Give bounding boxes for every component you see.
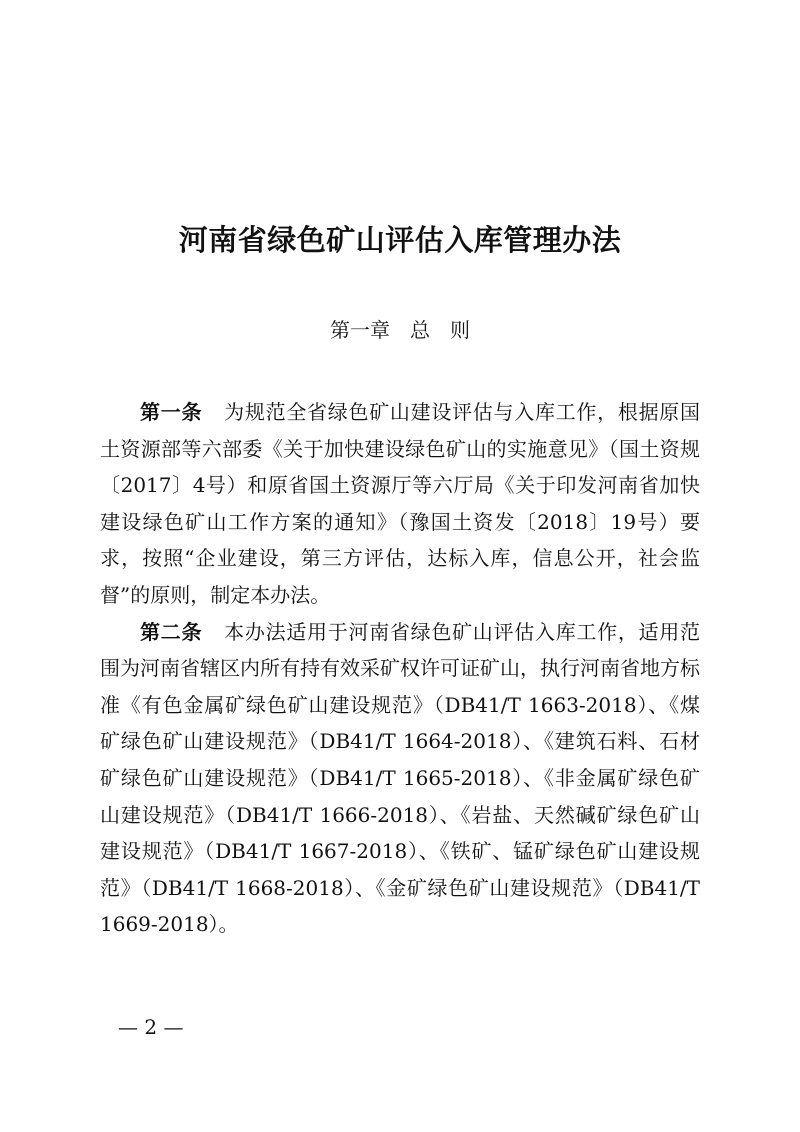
article-2-text: 本办法适用于河南省绿色矿山评估入库工作，适用范围为河南省辖区内所有持有效采矿权许可证矿山，执行河南省地方标准《有色金属矿绿色矿山建设规范》（DB41/T 1663-2018）、《煤矿绿色矿山建设规范》（DB41/T 1664-2018）、《建筑石料、石材矿绿色矿山建设规范》（DB41/T 1665-2018）、《非金属矿绿色矿山建设规范》（DB41/T 1666-2018）、《岩盐、天然碱矿绿色矿山建设规范》（DB41/T 1667-2018）、《铁矿、锰矿绿色矿山建设规范》（DB41/T 1668-2018）、《金矿绿色矿山建设规范》（DB41/T 1669-2018）。 [100, 619, 701, 937]
article-2 [100, 614, 700, 943]
document-body [100, 394, 700, 943]
article-1 [100, 394, 700, 614]
article-1-text: 为规范全省绿色矿山建设评估与入库工作，根据原国土资源部等六部委《关于加快建设绿色矿山的实施意见》（国土资规〔2017〕4号）和原省国土资源厅等六厅局《关于印发河南省加快建设绿色矿山工作方案的通知》（豫国土资发〔2018〕19号）要求，按照“企业建设，第三方评估，达标入库，信息公开，社会监督”的原则，制定本办法。 [100, 400, 701, 607]
document-title: 河南省绿色矿山评估入库管理办法 [178, 223, 622, 257]
page-number: — 2 — [118, 1015, 184, 1039]
chapter-heading: 第一章 总 则 [330, 318, 470, 342]
article-1-heading: 第一条 [140, 400, 203, 424]
article-2-heading: 第二条 [140, 619, 203, 644]
